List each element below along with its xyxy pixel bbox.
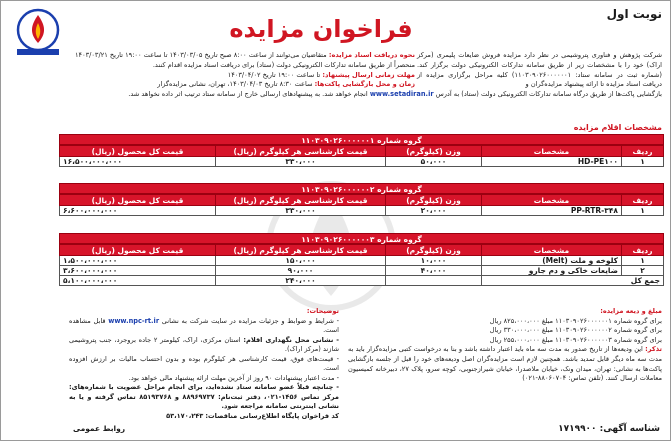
col-unit-price: قیمت کارشناسی هر کیلوگرم (ریال) (216, 245, 386, 256)
total-label: جمع کل (482, 276, 664, 286)
cell-total-price: ۶،۶۰۰،۰۰۰،۰۰۰ (60, 206, 216, 216)
group-1-table (59, 145, 664, 167)
note-2-label: - نشانی محل نگهداری اقلام: (243, 335, 339, 344)
table-row (60, 206, 664, 216)
cell-unit-price: ۳۳۰،۰۰۰ (216, 206, 386, 216)
intro-text-c: انجام خواهد شد. به پیشنهادهای ارسالی خارج از سامانه ستاد ترتیب اثر داده نخواهد شد. (128, 90, 368, 98)
auction-group-3 (59, 233, 664, 286)
cell-spec: کلوخه و ملت (Melt) (482, 256, 622, 266)
cell-row: ۱ (622, 256, 664, 266)
deposit-group-3: برای گروه شماره ۱۱۰۳۰۹۰۲۶۰۰۰۰۰۰۳ مبلغ ۲۵۵،۰۰۰،۰۰۰ ریال (489, 335, 662, 344)
group-title: گروه شماره ۱۱۰۳۰۹۰۲۶۰۰۰۰۰۰۳ (59, 233, 664, 244)
deadline-label: مهلت زمانی ارسال پیشنهاد: (322, 70, 415, 79)
note-1b: قابل مشاهده است. (69, 316, 339, 334)
cell-unit-price: ۹۰،۰۰۰ (216, 266, 386, 276)
intro-paragraph (417, 51, 662, 90)
intro-text: شرکت پژوهش و فناوری پتروشیمی در نظر دارد مزایده فروش ضایعات پلیمری (مرکز اراک) خود را با مشخصات زیر از طریق سامانه تدارکات الکترونیکی دولت برگزار کند. (شماره ثبت در سامانه ستاد: ۱۱۰۳۰۹۰۲۶۰۰۰۰۰۰۱) کلیه مراحل برگزاری مزایده از دریافت اسناد مزایده تا ارائه پیشنهاد مزایده‌گران و (417, 51, 662, 89)
col-total-price: قیمت کل محصول (ریال) (60, 195, 216, 206)
deadline-text: تا ساعت ۱۹:۰۰ تاریخ ۱۴۰۳/۰۴/۰۲ (227, 70, 321, 79)
col-weight: وزن (کیلوگرم) (386, 245, 482, 256)
col-unit-price: قیمت کارشناسی هر کیلوگرم (ریال) (216, 195, 386, 206)
col-total-price: قیمت کل محصول (ریال) (60, 245, 216, 256)
col-weight: وزن (کیلوگرم) (386, 146, 482, 157)
col-spec: مشخصات (482, 146, 622, 157)
col-spec: مشخصات (482, 195, 622, 206)
deposit-section (348, 307, 662, 384)
cell-spec: ۳۴۸-PP-RTR (482, 206, 622, 216)
company-site-link[interactable]: www.npc-rt.ir (108, 316, 160, 325)
deposit-note-text: این ودیعه‌ها از تاریخ صدور به مدت سه ماه باید اعتبار داشته باشد و بنا به درخواست کتبی مزایده‌گزار باید به مدت سه ماه دیگر قابل تمدید باشد. همچنین لازم است مزایده‌گران اصل ودیعه‌های خود را قبل از جلسه بازگشایی پاکت‌ها به نشانی: تهران، میدان ونک، خیابان ملاصدرا، خیابان شیرازجنوبی، کوچه سرو، پلاک ۲۷، دبیرخانه کمیسیون معاملات ارسال کنند. (تلفن تماس: ۸۸۰۶۰۷۰۴-۰۲۱) (348, 345, 662, 383)
auction-group-2 (59, 183, 664, 216)
auction-info (75, 51, 415, 90)
deposit-title: مبلغ و دیعه مزایده: (600, 307, 662, 315)
total-value: ۵،۱۰۰،۰۰۰،۰۰۰ (60, 276, 216, 286)
intro-paragraph-continued (7, 90, 662, 100)
note-5: - چنانچه قبلاً عضو سامانه ستاد نشده‌اید، برای انجام مراحل عضویت با شماره‌های: مرکز تماس ۱۴۵۶-۰۲۱، دفتر ثبت‌نام: ۸۸۹۶۹۷۳۷ و ۸۵۱۹۳۷۶۸ تماس گرفته و یا به نشانی اینترنتی سامانه مراجعه شود. (69, 383, 339, 410)
total-unit-price: ۲۴۰،۰۰۰ (216, 276, 386, 286)
note-4: - مدت اعتبار پیشنهادات ۹۰ روز از آخرین مهلت ارائه پیشنهاد مالی خواهد بود. (128, 373, 339, 382)
deposit-group-1: برای گروه شماره ۱۱۰۳۰۹۰۲۶۰۰۰۰۰۰۱ مبلغ ۸۲۵،۰۰۰،۰۰۰ ریال (489, 316, 662, 325)
cell-weight: ۴۰،۰۰۰ (386, 266, 482, 276)
cell-row: ۱ (622, 157, 664, 167)
cell-row: ۲ (622, 266, 664, 276)
cell-total-price: ۳،۶۰۰،۰۰۰،۰۰۰ (60, 266, 216, 276)
cell-weight: ۲۰،۰۰۰ (386, 206, 482, 216)
cell-weight: ۵۰،۰۰۰ (386, 157, 482, 167)
opening-text: ساعت ۸:۳۰ تاریخ ۱۴۰۳/۰۴/۰۳، تهران، نشانی مزایده‌گزار (157, 80, 313, 89)
cell-total-price: ۱۶،۵۰۰،۰۰۰،۰۰۰ (60, 157, 216, 167)
tender-code: ۵۳،۱۷۰،۲۴۳ (166, 411, 204, 420)
auction-group-1 (59, 134, 664, 167)
cell-unit-price: ۳۳۰،۰۰۰ (216, 157, 386, 167)
cell-unit-price: ۱۵۰،۰۰۰ (216, 256, 386, 266)
total-empty (386, 276, 482, 286)
group-title: گروه شماره ۱۱۰۳۰۹۰۲۶۰۰۰۰۰۰۲ (59, 183, 664, 194)
setad-link[interactable]: www.setadiran.ir (369, 90, 434, 98)
cell-weight: ۱۰،۰۰۰ (386, 256, 482, 266)
intro-text-b: بازگشایی پاکت‌ها از طریق درگاه سامانه تدارکات الکترونیکی دولت (ستاد) به آدرس (435, 90, 662, 98)
cell-spec: HD-PE۱۰۰ (482, 157, 622, 167)
ad-code: شناسه آگهی: ۱۷۱۹۹۰۰ (558, 424, 660, 434)
note-2: استان مرکزی، اراک، کیلومتر ۲ جاده بروجرد، جنب پتروشیمی شازند (مرکز اراک). (69, 335, 339, 353)
col-total-price: قیمت کل محصول (ریال) (60, 146, 216, 157)
cell-total-price: ۱،۵۰۰،۰۰۰،۰۰۰ (60, 256, 216, 266)
first-round-badge: نوبت اول (606, 7, 662, 21)
opening-label: زمان و محل بازگشایی پاکت‌ها: (314, 80, 415, 89)
col-spec: مشخصات (482, 245, 622, 256)
group-3-table (59, 244, 664, 286)
deposit-note-label: تذکر: (645, 345, 662, 354)
table-row (60, 266, 664, 276)
group-2-table (59, 194, 664, 216)
col-row: ردیف (622, 245, 664, 256)
public-relations-signature: روابط عمومی (73, 424, 126, 433)
notes-section (69, 307, 339, 421)
note-3: - قیمت‌های فوق، قیمت کارشناسی هر کیلوگرم بوده و بدون احتساب مالیات بر ارزش افزوده است. (69, 354, 339, 372)
col-row: ردیف (622, 146, 664, 157)
group-title: گروه شماره ۱۱۰۳۰۹۰۲۶۰۰۰۰۰۰۱ (59, 134, 664, 145)
deposit-group-2: برای گروه شماره ۱۱۰۳۰۹۰۲۶۰۰۰۰۰۰۲ مبلغ ۳۳۰،۰۰۰،۰۰۰ ریال (489, 326, 662, 335)
col-weight: وزن (کیلوگرم) (386, 195, 482, 206)
cell-spec: ضایعات خاکی و دم جارو (482, 266, 622, 276)
items-section-title: مشخصات اقلام مزایده (573, 123, 662, 132)
receive-docs-text: متقاضیان می‌توانند از ساعت ۸:۰۰ صبح تاریخ ۱۴۰۳/۰۳/۰۵ تا ساعت ۱۹:۰۰ تاریخ ۱۴۰۳/۰۳/۲۱ منحصراً از طریق سامانه تدارکات الکترونیکی دولت (ستاد) برای دریافت اسناد مزایده اقدام کنند. (75, 51, 415, 69)
cell-row: ۱ (622, 206, 664, 216)
note-1: - شرایط و ضوابط و جزئیات مزایده در سایت شرکت به نشانی (161, 316, 339, 325)
notes-title: توضیحات: (306, 307, 339, 315)
col-row: ردیف (622, 195, 664, 206)
total-row (60, 276, 664, 286)
table-row (60, 157, 664, 167)
page-title: فراخوان مزایده (229, 15, 413, 43)
company-logo-icon (7, 5, 69, 57)
note-6-label: کد فراخوان پایگاه اطلاع‌رسانی مناقصات: (205, 411, 339, 420)
table-row (60, 256, 664, 266)
receive-docs-label: نحوه دریافت اسناد مزایده: (328, 51, 415, 59)
col-unit-price: قیمت کارشناسی هر کیلوگرم (ریال) (216, 146, 386, 157)
